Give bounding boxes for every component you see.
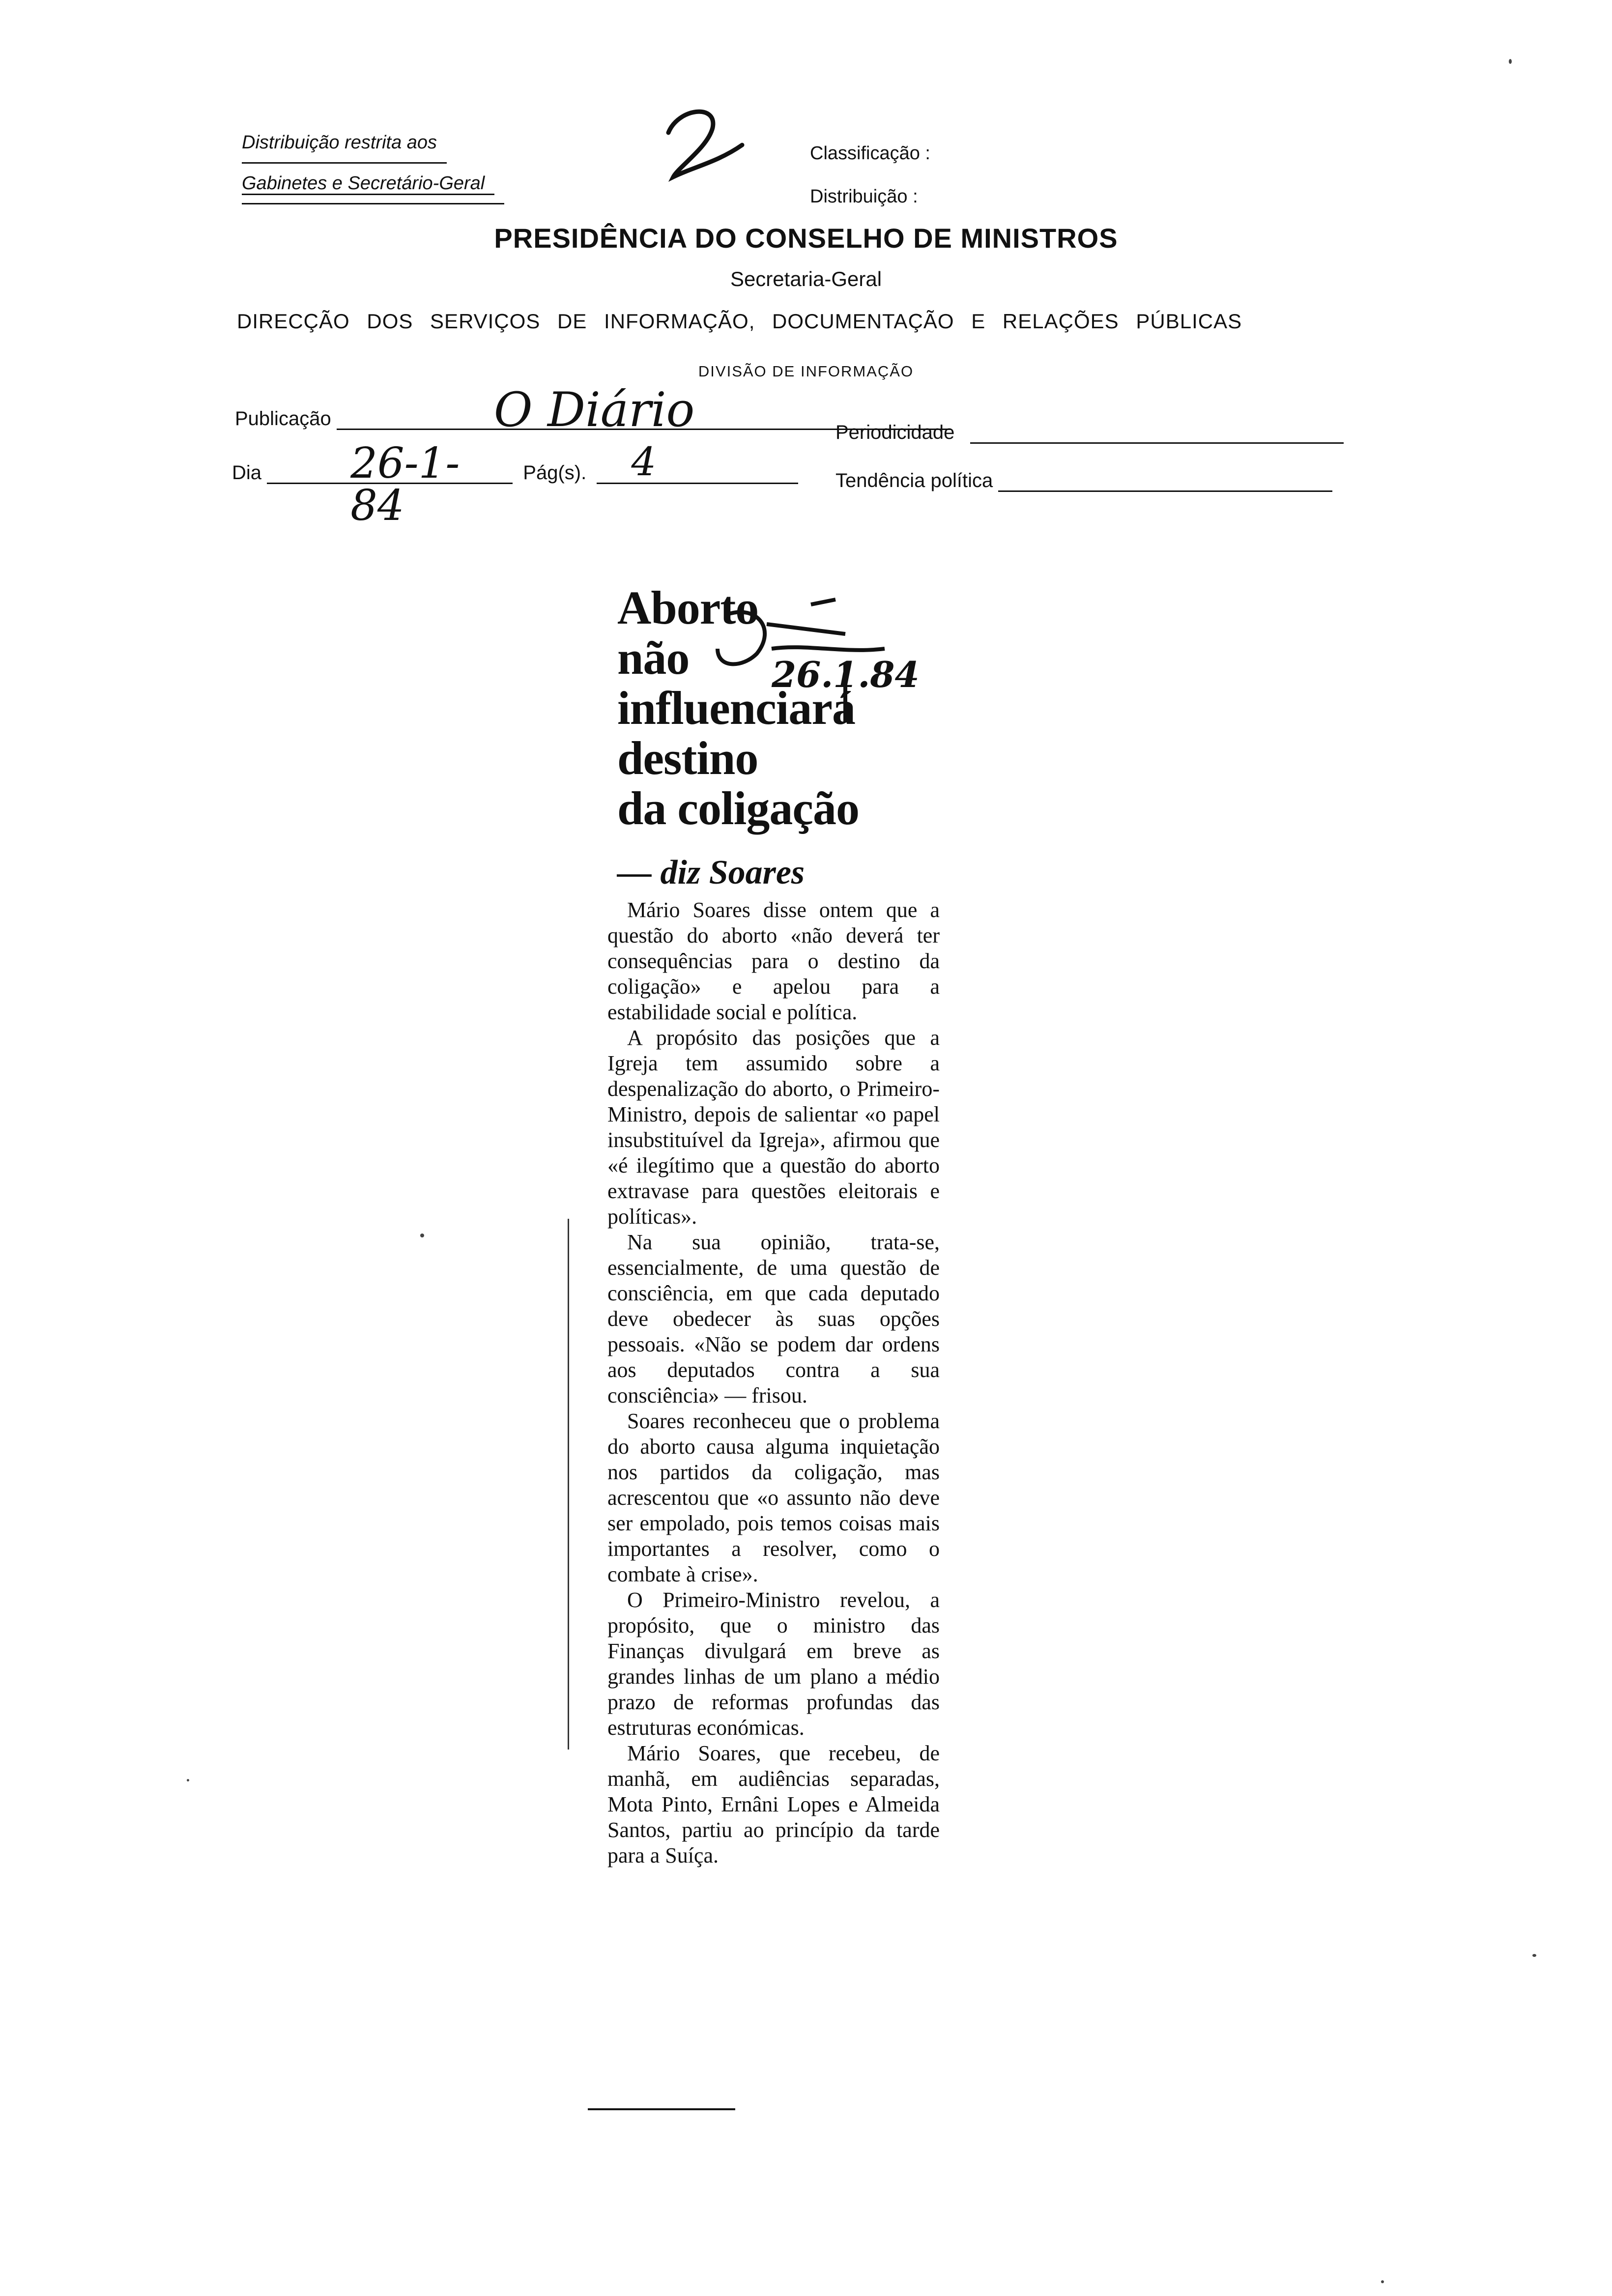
headline-line-5: da coligação — [617, 782, 859, 834]
handwritten-annotation — [698, 595, 920, 754]
page-title: PRESIDÊNCIA DO CONSELHO DE MINISTROS — [494, 223, 1118, 254]
article-paragraph: A propósito das posições que a Igreja tem assumido sobre a despenalização do aborto, o Primeiro-Ministro, depois de salientar «o papel insubstituível da Igreja», afirmou que «é ilegítimo que a questão do aborto extravase para questões eleitorais e políticas». — [607, 1026, 940, 1229]
classification-block — [810, 132, 930, 218]
division-title: DIVISÃO DE INFORMAÇÃO — [698, 363, 914, 380]
article-byline: — diz Soares — [617, 854, 805, 891]
publicacao-value: O Diário — [493, 382, 695, 437]
headline-line-3: influenciará — [617, 682, 855, 734]
directorate-title: DIRECÇÃO DOS SERVIÇOS DE INFORMAÇÃO, DOCUMENTAÇÃO E RELAÇÕES PÚBLICAS — [237, 310, 1242, 333]
article-paragraph: O Primeiro-Ministro revelou, a propósito, que o ministro das Finanças divulgará em breve as grandes linhas de um plano a médio prazo de reformas profundas das estruturas económicas. — [607, 1588, 940, 1740]
handwritten-number — [659, 103, 757, 189]
article-body — [607, 897, 940, 1868]
column-edge-line — [568, 1219, 569, 1750]
article-paragraph: Soares reconheceu que o problema do aborto causa alguma inquietação nos partidos da coligação, mas acrescentou que «o assunto não deve ser empolado, pois temos coisas mais importantes a resolver, como o combate à crise». — [607, 1409, 940, 1586]
headline-line-1: Aborto — [617, 581, 759, 634]
pags-field[interactable] — [597, 439, 798, 485]
dia-label: Dia — [232, 462, 262, 484]
scan-speck — [420, 1234, 424, 1237]
article-paragraph: Na sua opinião, trata-se, essencialmente, de uma questão de consciência, em que cada deputado deve obedecer às suas opções pessoais. «Não se podem dar ordens aos deputados contra a sua consciência» — frisou. — [607, 1230, 940, 1407]
annotation-date: 26.1.84 — [772, 654, 920, 695]
periodicidade-label: Periodicidade — [835, 422, 955, 443]
pags-label: Pág(s). — [523, 462, 587, 484]
handwritten-number-stroke — [659, 103, 757, 187]
scan-speck — [1509, 59, 1512, 64]
pags-value: 4 — [631, 439, 657, 485]
distribuicao-label: Distribuição : — [810, 186, 918, 207]
tendencia-field[interactable] — [998, 472, 1332, 492]
periodicidade-field[interactable] — [970, 424, 1344, 444]
article-end-rule — [588, 2108, 735, 2110]
publicacao-label: Publicação — [235, 408, 331, 430]
scan-speck — [187, 1779, 189, 1781]
article-paragraph: Mário Soares, que recebeu, de manhã, em audiências separadas, Mota Pinto, Ernâni Lopes e Almeida Santos, partiu ao princípio da tarde para a Suíça. — [607, 1741, 940, 1867]
dia-value: 26-1-84 — [350, 439, 460, 530]
headline-line-4: destino — [617, 732, 758, 784]
distribution-note — [242, 123, 504, 204]
tendencia-label: Tendência política — [835, 470, 993, 491]
headline-line-2: não — [617, 631, 690, 684]
dia-row — [232, 439, 798, 530]
dia-field[interactable] — [267, 439, 513, 530]
page-subtitle: Secretaria-Geral — [730, 267, 882, 290]
scan-speck — [1381, 2280, 1384, 2283]
distribution-note-line1: Distribuição restrita aos — [242, 123, 447, 164]
article-paragraph: Mário Soares disse ontem que a questão do aborto «não deverá ter consequências para o destino da coligação» e apelou para a estabilidade social e política. — [607, 898, 940, 1024]
scan-speck — [1532, 1954, 1536, 1957]
tendencia-row — [835, 470, 1332, 492]
distribution-note-line2: Gabinetes e Secretário-Geral — [242, 164, 504, 204]
classificacao-label: Classificação : — [810, 143, 930, 164]
periodicidade-row — [835, 422, 1344, 444]
